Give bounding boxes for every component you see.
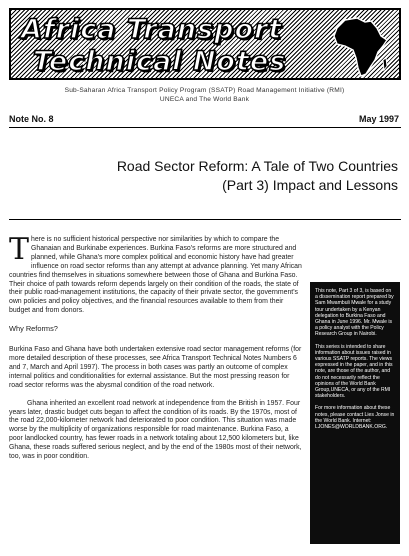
masthead bbox=[9, 8, 401, 80]
sidebar-note-box bbox=[310, 282, 400, 544]
sidebar-paragraph-1: This note, Part 3 of 3, is based on a dissemination report prepared by Sam Mwambuli Mwale for a study tour undertaken by a Kenyan delegation to Burkina Faso and Ghana in June 1996. Mr. Mwale is a policy analyst with the Policy Research Group in Nairobi. bbox=[315, 288, 394, 338]
sidebar-paragraph-2: This series is intended to share information about issues raised in various SSATP reports. The views expressed in the paper, and in this note, are those of the author, and do not necessarily reflect the opinions of the World Bank Group,UNECA, or any of the RMI stakeholders. bbox=[315, 343, 393, 400]
intro-paragraph bbox=[9, 232, 304, 316]
paragraph-2: Burkina Faso and Ghana have both undertaken extensive road sector management reforms (for more detailed description of these processes, see Africa Transport Technical Notes Numbers 6 and 7, March and April 1997). The process in both cases was partly an outcome of complex internal politics and conditionalities for external assistance. But the most pressing reason for road sector reforms was the abysmal condition of the road network. bbox=[9, 346, 302, 389]
program-line-2: UNECA and The World Bank bbox=[159, 96, 250, 103]
header-divider bbox=[9, 127, 401, 128]
headline-divider bbox=[9, 219, 401, 220]
intro-text: here is no sufficient historical perspective nor similarities by which to compare the Ghanaian and Burkinabe experiences. Burkina Faso's reforms are more structured and planned, while Ghana's more complex political and economic history have had greater influence on road sector reforms than any attempt at advance planning. Yet many African countries find themselves in situations somewhere between those of Ghana and Burkina Faso. Their choice of path towards reform depends largely on their condition of the roads, the state of their public road-management institutions, the capacity of their private sector, the government's own policies and policy objectives, and the financial resources available to them from their budget and from donors. bbox=[9, 236, 302, 315]
section-heading: Why Reforms? bbox=[9, 324, 58, 334]
sidebar-paragraph-3: For more information about these notes, please contact Lies Jonse in the World Bank. Internet: LJONES@WORLDBANK.ORG. bbox=[315, 405, 395, 431]
program-line-1: Sub-Saharan Africa Transport Policy Program (SSATP) Road Management Initiative (RMI) bbox=[64, 87, 345, 94]
main-article bbox=[9, 232, 304, 471]
drop-cap: T bbox=[9, 232, 30, 267]
paragraph-3: Ghana inherited an excellent road network at independence from the British in 1957. Four years later, drastic budget cuts began to affect the condition of its roads. By the 1970s, most of the road 22,000-kilometer network had deteriorated to poor condition. This situation was made worse by the multiplicity of organizations responsible for road maintenance. Burkina Faso, a poor landlocked country, has fewer roads in a network totaling about 12,500 kilometers but, like Ghana, these roads suffered serious neglect, and by the end of the 1980s most of their network, too, was in poor condition. bbox=[9, 399, 302, 461]
masthead-title-line2: Technical Notes bbox=[33, 46, 287, 77]
headline-line-1: Road Sector Reform: A Tale of Two Countries bbox=[116, 158, 398, 174]
masthead-title-line1: Africa Transport bbox=[21, 14, 283, 45]
headline-line-2: (Part 3) Impact and Lessons bbox=[222, 177, 398, 193]
issue-date: May 1997 bbox=[358, 114, 399, 124]
note-number: Note No. 8 bbox=[9, 114, 54, 124]
africa-map-icon bbox=[331, 16, 389, 78]
